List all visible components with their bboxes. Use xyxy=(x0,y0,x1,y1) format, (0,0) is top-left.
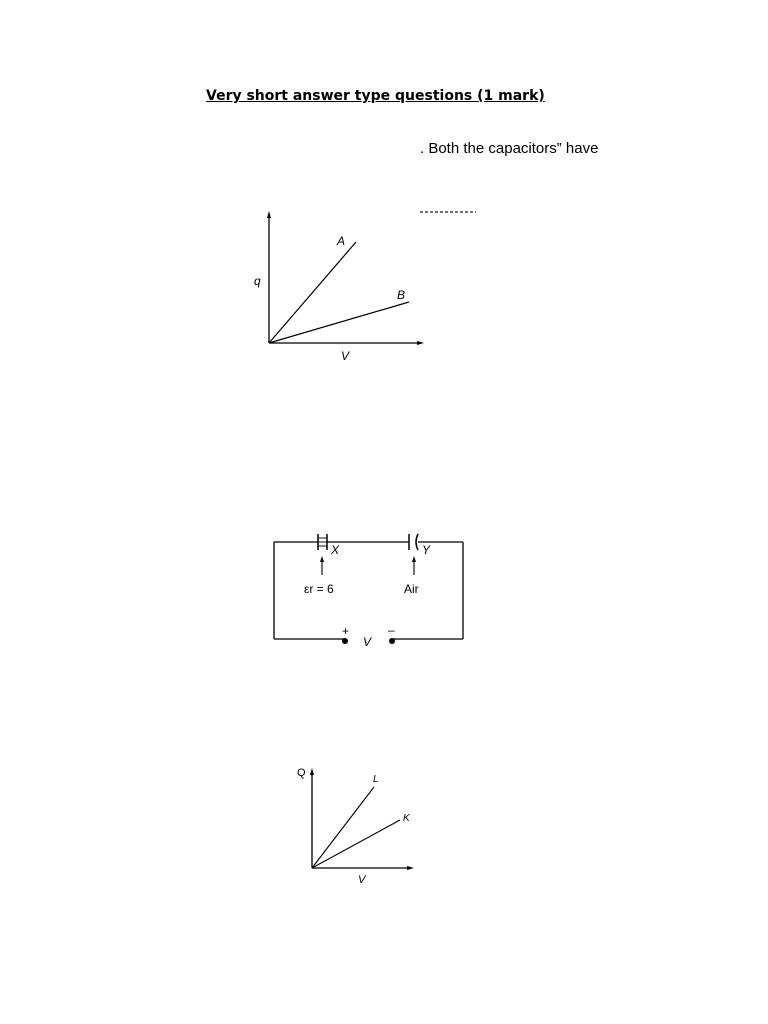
plus-sign: + xyxy=(342,624,350,638)
question-text-fragment: . Both the capacitors” have xyxy=(420,140,599,157)
capacitor-circuit xyxy=(265,525,480,660)
line-k xyxy=(312,820,400,868)
pointer-arrow-x xyxy=(320,556,324,575)
negative-terminal xyxy=(389,638,395,644)
x-axis-label: V xyxy=(341,349,350,363)
x-axis-label: V xyxy=(358,874,366,886)
line-a xyxy=(269,242,356,343)
positive-terminal xyxy=(342,638,348,644)
y-axis-arrow xyxy=(267,211,271,218)
line-l-label: L xyxy=(373,774,379,785)
y-axis-arrow xyxy=(310,768,314,775)
y-axis-label: q xyxy=(254,274,261,288)
line-a-label: A xyxy=(337,234,346,248)
graph-q-vs-v xyxy=(240,205,440,375)
capacitor-y xyxy=(409,534,418,550)
cap-y-label: Y xyxy=(422,543,431,557)
air-label: Air xyxy=(404,582,419,596)
cap-x-label: X xyxy=(331,543,340,557)
capacitor-x xyxy=(318,534,327,550)
pointer-arrow-y xyxy=(412,556,416,575)
voltage-label: V xyxy=(363,635,372,649)
x-axis-arrow xyxy=(417,341,424,345)
section-heading: Very short answer type questions (1 mark) xyxy=(206,88,545,104)
line-b-label: B xyxy=(397,288,406,302)
minus-sign: – xyxy=(388,623,395,637)
line-k-label: K xyxy=(403,813,410,824)
line-l xyxy=(312,787,374,868)
graph-Q-vs-v xyxy=(290,760,430,890)
y-axis-label: Q xyxy=(297,767,306,779)
line-b xyxy=(269,302,409,343)
x-axis-arrow xyxy=(407,866,414,870)
dielectric-label: εr = 6 xyxy=(304,582,334,596)
